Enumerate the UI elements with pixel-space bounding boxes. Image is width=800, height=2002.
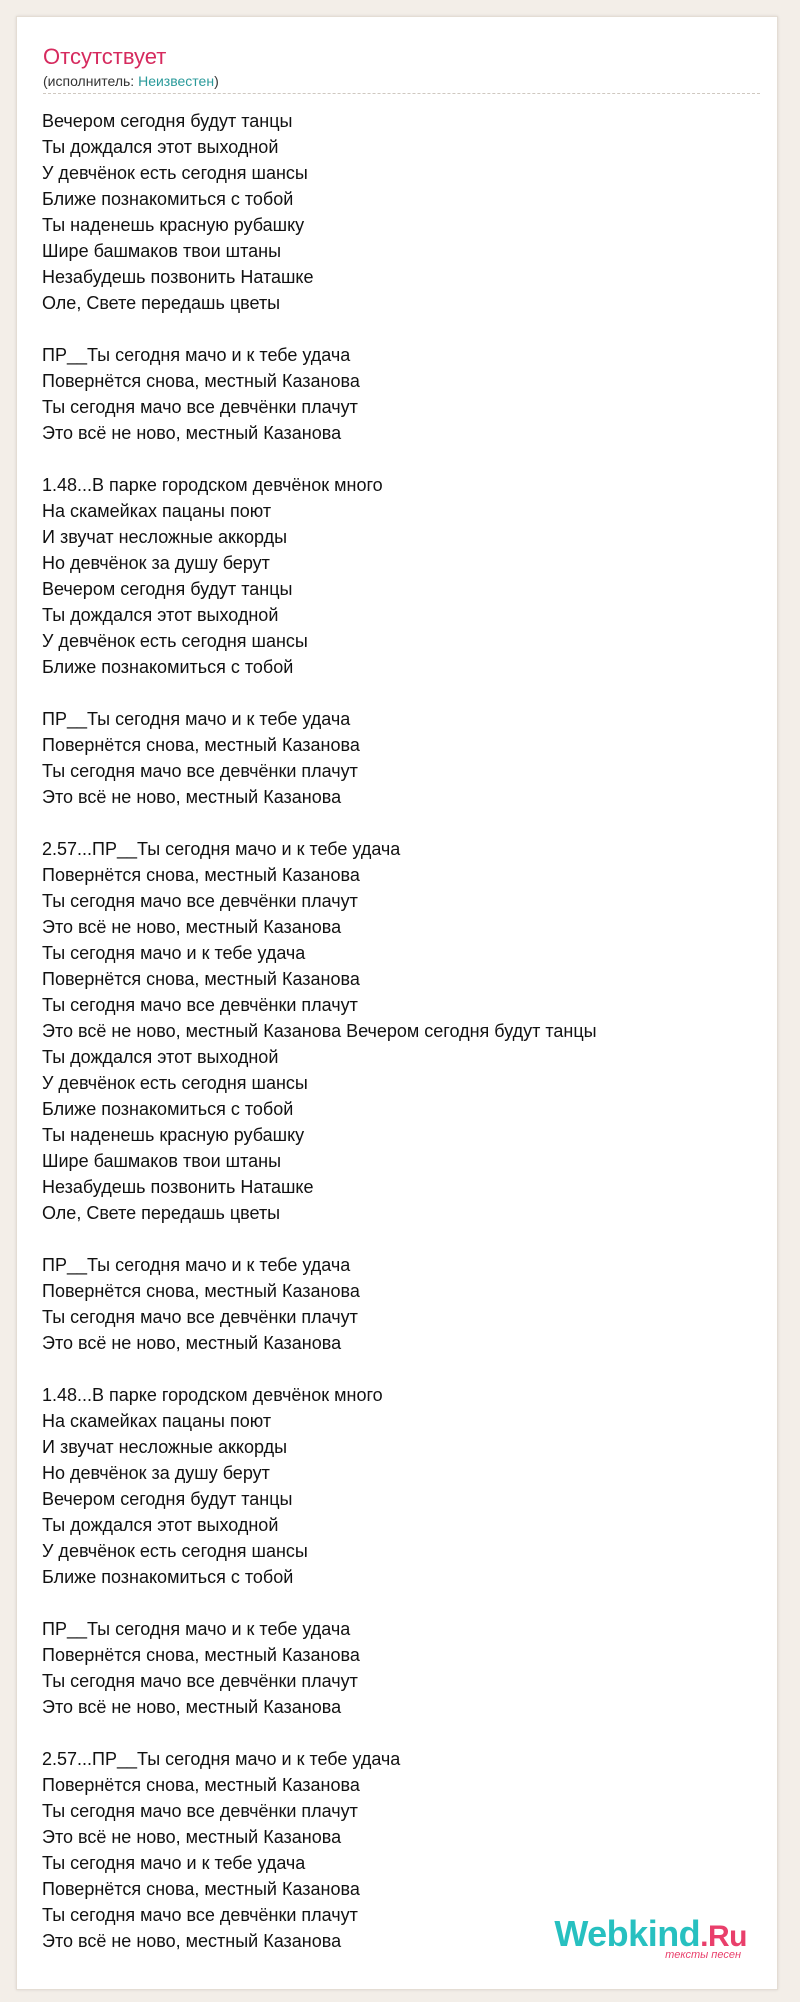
logo-wordmark (554, 1913, 747, 1954)
logo-suffix: .Ru (700, 1920, 747, 1953)
song-title: Отсутствует (43, 44, 167, 69)
logo-name: Webkind (554, 1913, 701, 1954)
artist-prefix: (исполнитель: (43, 73, 139, 89)
artist-link[interactable]: Неизвестен (138, 73, 215, 89)
site-logo[interactable] (554, 1913, 747, 1961)
lyrics-card (16, 16, 778, 1990)
artist-line (43, 72, 219, 90)
artist-suffix: ) (214, 73, 219, 89)
lyrics-text: Вечером сегодня будут танцы Ты дождался этот выходной У девчёнок есть сегодня шансы Ближе познакомиться с тобой Ты наденешь красную рубашку Шире башмаков твои штаны Незабудешь позвонить Наташке Оле, Свете передашь цветы ПР__Ты сегодня мачо и к тебе удача Повернётся снова, местный Казанова Ты сегодня мачо все девчёнки плачут Это всё не ново, местный Казанова 1.48...В парке городском девчёнок много На скамейках пацаны поют И звучат несложные аккорды Но девчёнок за душу берут Вечером сегодня будут танцы Ты дождался этот выходной У девчёнок есть сегодня шансы Ближе познакомиться с тобой ПР__Ты сегодня мачо и к тебе удача Повернётся снова, местный Казанова Ты сегодня мачо все девчёнки плачут Это всё не ново, местный Казанова 2.57...ПР__Ты сегодня мачо и к тебе удача Повернётся снова, местный Казанова Ты сегодня мачо все девчёнки плачут Это всё не ново, местный Казанова Ты сегодня мачо и к тебе удача Повернётся снова, местный Казанова Ты сегодня мачо все девчёнки плачут Это всё не ново, местный Казанова Вечером сегодня будут танцы Ты дождался этот выходной У девчёнок есть сегодня шансы Ближе познакомиться с тобой Ты наденешь красную рубашку Шире башмаков твои штаны Незабудешь позвонить Наташке Оле, Свете передашь цветы ПР__Ты сегодня мачо и к тебе удача Повернётся снова, местный Казанова Ты сегодня мачо все девчёнки плачут Это всё не ново, местный Казанова 1.48...В парке городском девчёнок много На скамейках пацаны поют И звучат несложные аккорды Но девчёнок за душу берут Вечером сегодня будут танцы Ты дождался этот выходной У девчёнок есть сегодня шансы Ближе познакомиться с тобой ПР__Ты сегодня мачо и к тебе удача Повернётся снова, местный Казанова Ты сегодня мачо все девчёнки плачут Это всё не ново, местный Казанова 2.57...ПР__Ты сегодня мачо и к тебе удача Повернётся снова, местный Казанова Ты сегодня мачо все девчёнки плачут Это всё не ново, местный Казанова Ты сегодня мачо и к тебе удача Повернётся снова, местный Казанова Ты сегодня мачо все девчёнки плачут Это всё не ново, местный Казанова (42, 111, 597, 1951)
logo-tagline: тексты песен (665, 1949, 741, 1961)
title-divider (43, 93, 760, 94)
